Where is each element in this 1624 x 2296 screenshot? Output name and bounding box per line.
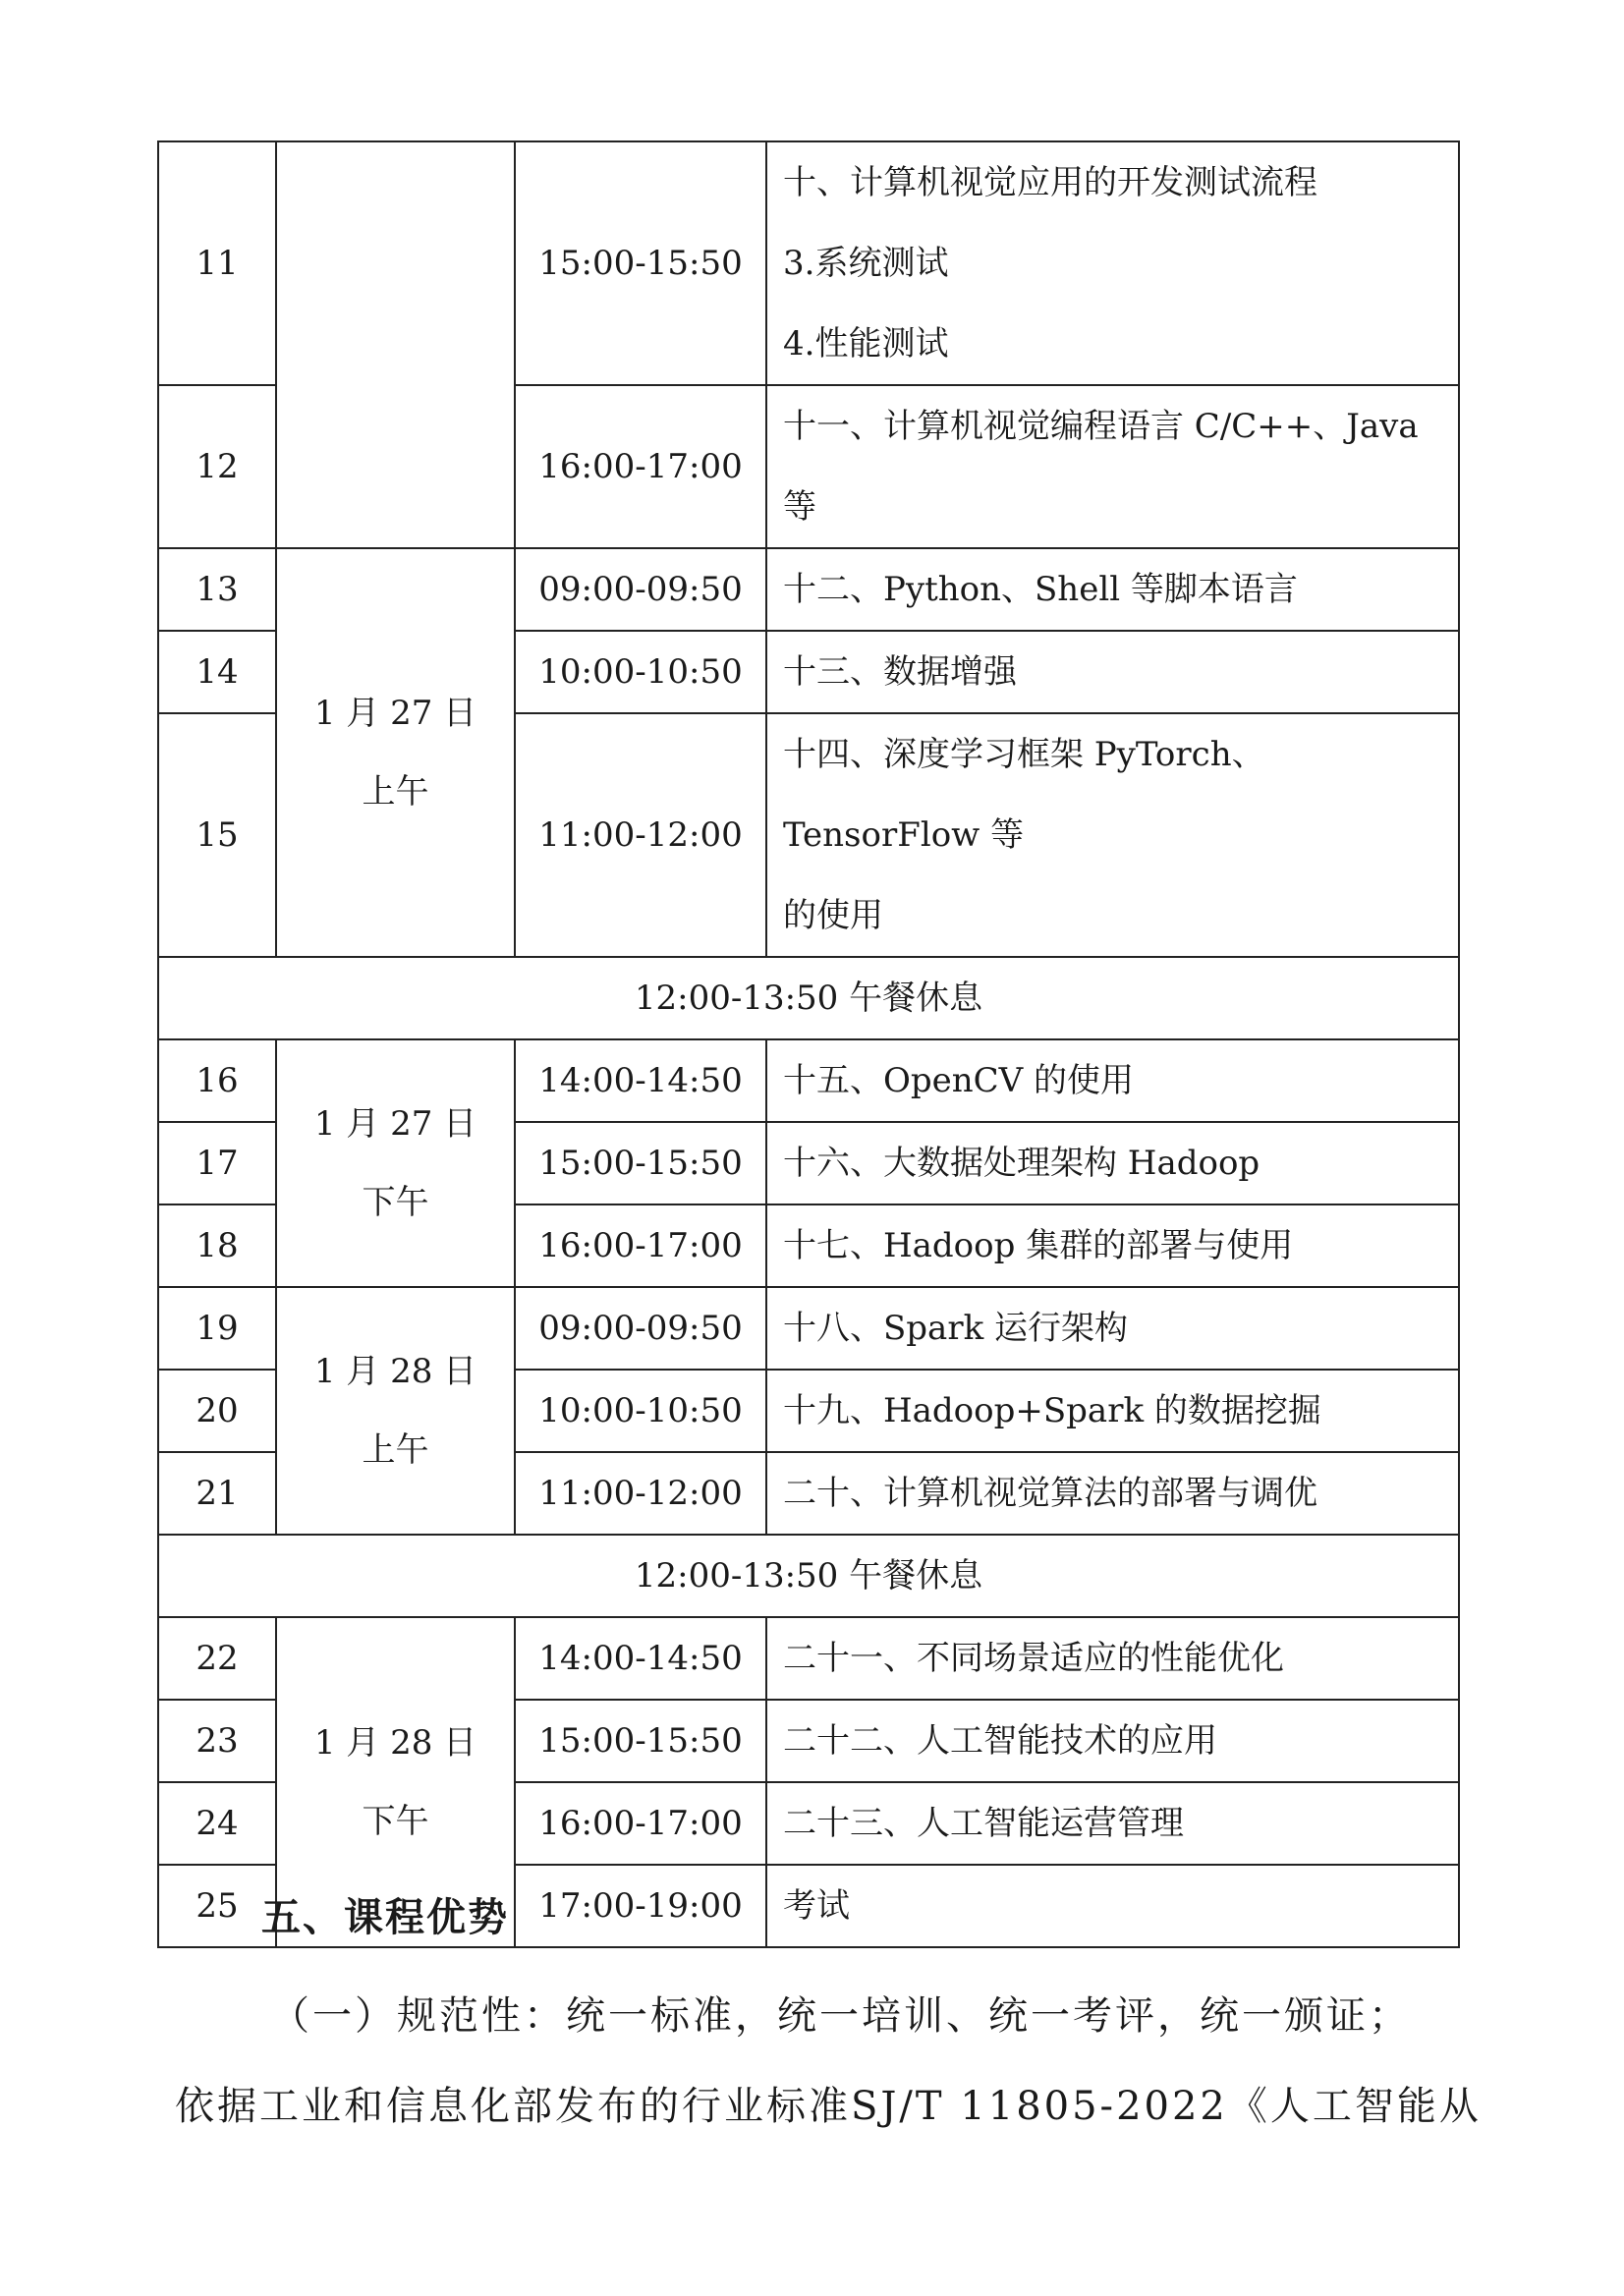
row-number: 20: [158, 1370, 276, 1452]
lunch-break-cell: 12:00-13:50 午餐休息: [158, 957, 1459, 1039]
date-day: 1 月 28 日: [313, 1723, 477, 1763]
content-cell: 二十三、人工智能运营管理: [766, 1782, 1459, 1865]
content-line: 十四、深度学习框架 PyTorch、TensorFlow 等: [783, 735, 1265, 855]
row-number: 18: [158, 1204, 276, 1287]
date-period: 上午: [362, 1430, 429, 1470]
content-cell: 十三、数据增强: [766, 631, 1459, 713]
time-cell: 17:00-19:00: [515, 1865, 766, 1947]
lunch-break-cell: 12:00-13:50 午餐休息: [158, 1535, 1459, 1617]
time-cell: 15:00-15:50: [515, 141, 766, 385]
time-cell: 10:00-10:50: [515, 631, 766, 713]
content-cell: 二十、计算机视觉算法的部署与调优: [766, 1452, 1459, 1535]
table-row: [158, 1535, 1459, 1617]
content-line: 的使用: [783, 896, 883, 935]
course-schedule-table: [157, 140, 1460, 1948]
time-cell: 14:00-14:50: [515, 1039, 766, 1122]
table-row: [158, 548, 1459, 631]
table-row: [158, 141, 1459, 385]
time-cell: 11:00-12:00: [515, 713, 766, 957]
content-cell: 二十二、人工智能技术的应用: [766, 1700, 1459, 1782]
row-number: 21: [158, 1452, 276, 1535]
paragraph-line: 依据工业和信息化部发布的行业标准SJ/T 11805-2022《人工智能从: [175, 2084, 1482, 2129]
date-cell-empty: [276, 141, 515, 548]
time-cell: 16:00-17:00: [515, 1782, 766, 1865]
row-number: 16: [158, 1039, 276, 1122]
time-cell: 15:00-15:50: [515, 1122, 766, 1204]
row-number: 14: [158, 631, 276, 713]
date-day: 1 月 27 日: [313, 1104, 477, 1144]
content-cell: 十五、OpenCV 的使用: [766, 1039, 1459, 1122]
time-cell: 15:00-15:50: [515, 1700, 766, 1782]
table-row: [158, 1039, 1459, 1122]
time-cell: 09:00-09:50: [515, 548, 766, 631]
time-cell: 16:00-17:00: [515, 1204, 766, 1287]
content-line: 4.性能测试: [783, 324, 949, 364]
table-row: [158, 1617, 1459, 1700]
date-cell: [276, 548, 515, 957]
row-number: 11: [158, 141, 276, 385]
content-cell: 十二、Python、Shell 等脚本语言: [766, 548, 1459, 631]
table-row: [158, 1287, 1459, 1370]
content-cell: 十八、Spark 运行架构: [766, 1287, 1459, 1370]
row-number: 25: [158, 1865, 276, 1947]
content-cell: 二十一、不同场景适应的性能优化: [766, 1617, 1459, 1700]
row-number: 23: [158, 1700, 276, 1782]
content-cell: 考试: [766, 1865, 1459, 1947]
paragraph-line: （一）规范性：统一标准，统一培训、统一考评，统一颁证；: [270, 1993, 1411, 2039]
row-number: 13: [158, 548, 276, 631]
row-number: 19: [158, 1287, 276, 1370]
time-cell: 11:00-12:00: [515, 1452, 766, 1535]
row-number: 12: [158, 385, 276, 548]
time-cell: 09:00-09:50: [515, 1287, 766, 1370]
time-cell: 14:00-14:50: [515, 1617, 766, 1700]
date-period: 上午: [362, 772, 429, 812]
row-number: 15: [158, 713, 276, 957]
content-cell: 十七、Hadoop 集群的部署与使用: [766, 1204, 1459, 1287]
time-cell: 16:00-17:00: [515, 385, 766, 548]
date-cell: [276, 1287, 515, 1535]
row-number: 24: [158, 1782, 276, 1865]
content-cell: [766, 713, 1459, 957]
content-line: 3.系统测试: [783, 244, 949, 283]
date-day: 1 月 27 日: [313, 694, 477, 733]
content-cell: 十六、大数据处理架构 Hadoop: [766, 1122, 1459, 1204]
content-cell: 十九、Hadoop+Spark 的数据挖掘: [766, 1370, 1459, 1452]
section-heading: 五、课程优势: [261, 1895, 509, 1940]
time-cell: 10:00-10:50: [515, 1370, 766, 1452]
date-day: 1 月 28 日: [313, 1352, 477, 1391]
table-row: [158, 957, 1459, 1039]
content-cell: 十一、计算机视觉编程语言 C/C++、Java 等: [766, 385, 1459, 548]
date-period: 下午: [362, 1183, 429, 1222]
content-line: 十、计算机视觉应用的开发测试流程: [783, 163, 1317, 202]
date-cell: [276, 1039, 515, 1287]
content-cell: [766, 141, 1459, 385]
date-period: 下午: [362, 1802, 429, 1841]
row-number: 17: [158, 1122, 276, 1204]
row-number: 22: [158, 1617, 276, 1700]
